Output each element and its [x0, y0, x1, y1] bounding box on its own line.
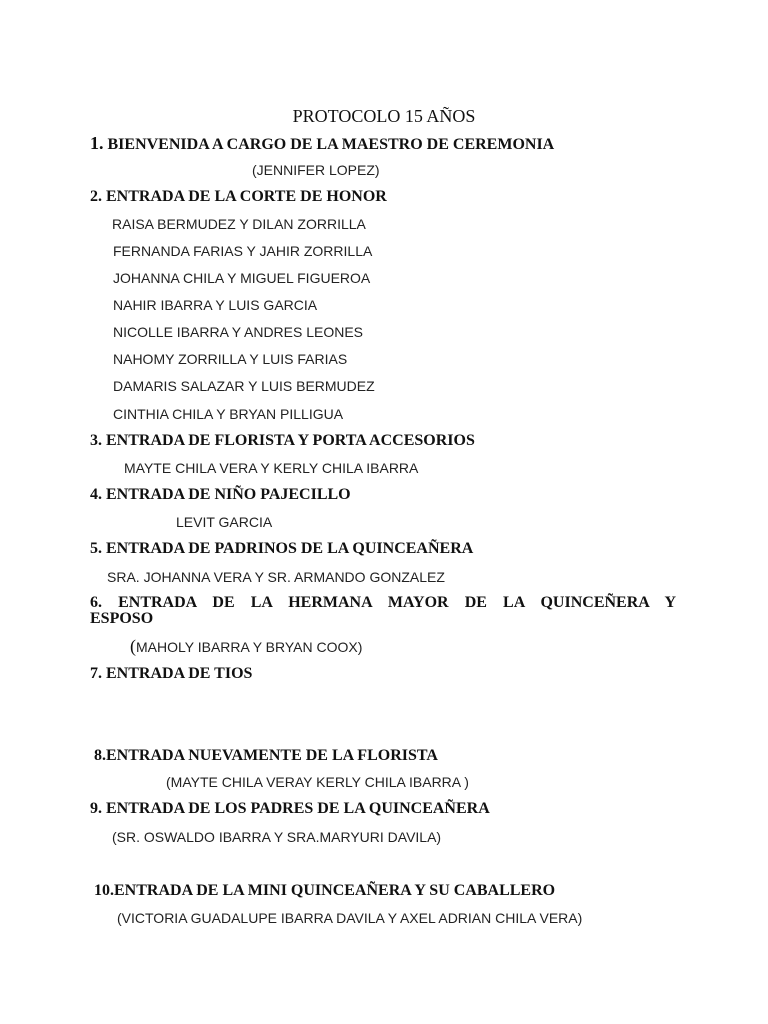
list-item: NAHIR IBARRA Y LUIS GARCIA	[113, 297, 318, 313]
heading-4: 4. ENTRADA DE NIÑO PAJECILLO	[90, 486, 351, 503]
list-item: LEVIT GARCIA	[176, 514, 273, 530]
list-item: DAMARIS SALAZAR Y LUIS BERMUDEZ	[113, 378, 375, 394]
list-item: JOHANNA CHILA Y MIGUEL FIGUEROA	[113, 270, 371, 286]
list-item: (SR. OSWALDO IBARRA Y SRA.MARYURI DAVILA)	[112, 829, 442, 845]
page-title: PROTOCOLO 15 AÑOS	[292, 106, 476, 126]
list-item: MAYTE CHILA VERA Y KERLY CHILA IBARRA	[124, 460, 419, 476]
list-item: RAISA BERMUDEZ Y DILAN ZORRILLA	[112, 216, 366, 232]
list-item-text: MAHOLY IBARRA Y BRYAN COOX)	[136, 639, 363, 655]
open-paren: (	[130, 636, 136, 656]
list-item: FERNANDA FARIAS Y JAHIR ZORRILLA	[113, 243, 373, 259]
list-item: (VICTORIA GUADALUPE IBARRA DAVILA Y AXEL ADRIAN CHILA VERA)	[117, 910, 583, 926]
heading-2: 2. ENTRADA DE LA CORTE DE HONOR	[90, 188, 387, 205]
list-item: NICOLLE IBARRA Y ANDRES LEONES	[113, 324, 364, 340]
heading-6-line-2: ESPOSO	[90, 610, 154, 627]
list-item: CINTHIA CHILA Y BRYAN PILLIGUA	[113, 406, 344, 422]
list-item: NAHOMY ZORRILLA Y LUIS FARIAS	[113, 351, 348, 367]
list-item: SRA. JOHANNA VERA Y SR. ARMANDO GONZALEZ	[107, 569, 445, 585]
list-item: (MAYTE CHILA VERAY KERLY CHILA IBARRA )	[166, 774, 469, 790]
heading-10: 10.ENTRADA DE LA MINI QUINCEAÑERA Y SU CABALLERO	[94, 882, 556, 899]
heading-9: 9. ENTRADA DE LOS PADRES DE LA QUINCEAÑERA	[90, 800, 490, 817]
heading-7: 7. ENTRADA DE TIOS	[90, 665, 253, 682]
heading-1-number: 1.	[90, 133, 104, 153]
heading-6-line-1: 6. ENTRADA DE LA HERMANA MAYOR DE LA QUINCEÑERA Y	[90, 594, 676, 611]
heading-5: 5. ENTRADA DE PADRINOS DE LA QUINCEAÑERA	[90, 540, 474, 557]
heading-8: 8.ENTRADA NUEVAMENTE DE LA FLORISTA	[94, 747, 438, 764]
heading-1-text: BIENVENIDA A CARGO DE LA MAESTRO DE CEREMONIA	[107, 136, 555, 153]
list-item: (JENNIFER LOPEZ)	[252, 162, 380, 178]
list-item	[130, 636, 362, 657]
heading-3: 3. ENTRADA DE FLORISTA Y PORTA ACCESORIOS	[90, 432, 475, 449]
heading-1	[90, 133, 554, 154]
heading-6	[90, 595, 676, 627]
